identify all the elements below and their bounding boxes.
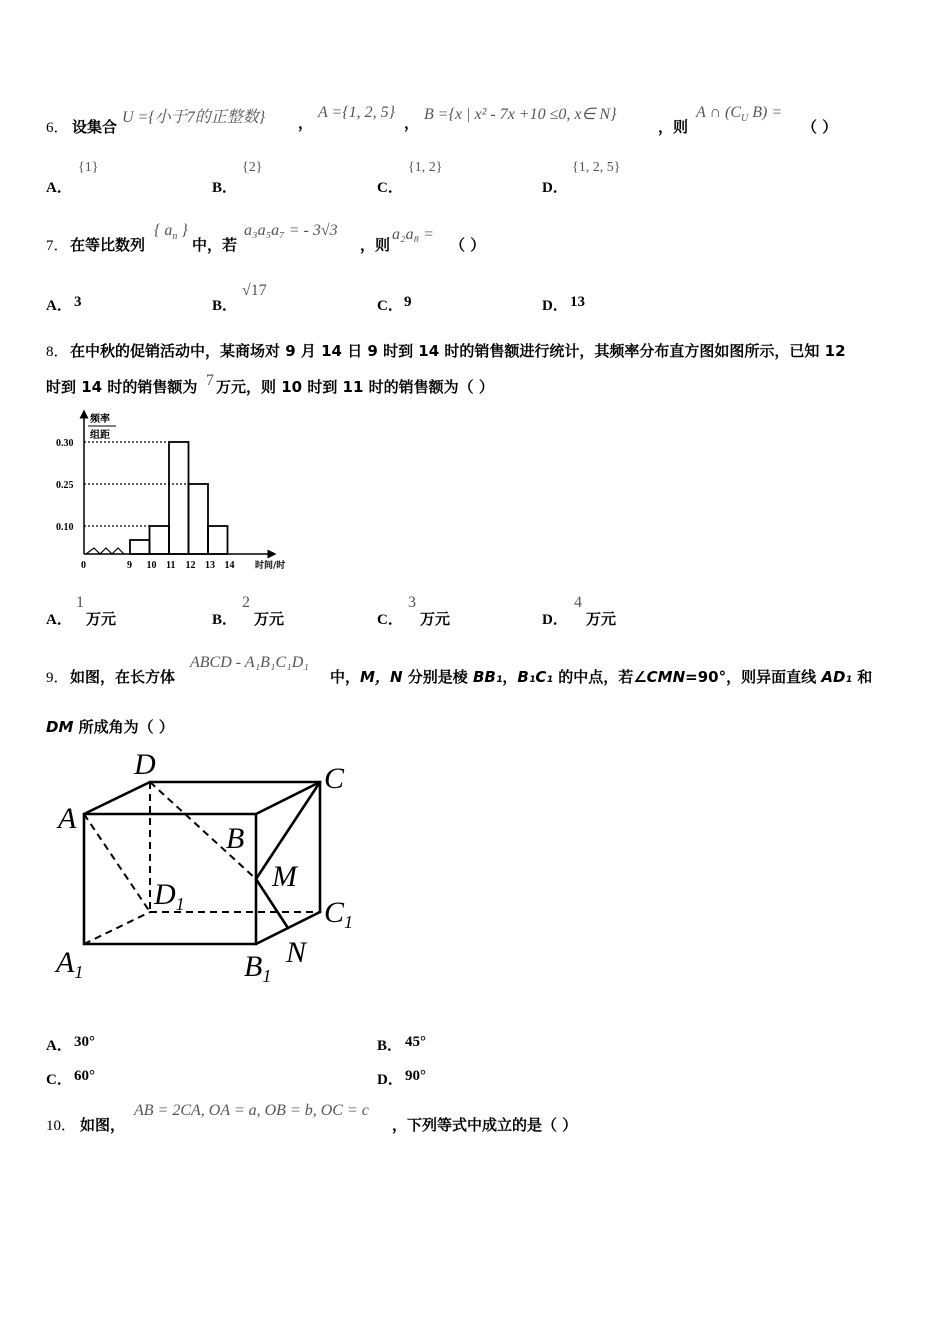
vertex-label-C: C [324,762,345,795]
solid-expression: ABCD - A₁B₁C₁D₁ [190,654,309,671]
option-d-value: 4 [574,594,582,611]
bars-group [130,442,228,554]
frequency-histogram [50,408,304,576]
question-stem: ，下列等式中成立的是（ ） [392,1116,578,1134]
option-b-label[interactable]: B． [212,180,238,196]
option-d-value: {1, 2, 5} [572,160,621,175]
option-d-label[interactable]: D． [542,180,568,196]
vertex-label-D: D [134,748,156,781]
vertex-label-B: B [226,822,245,855]
vertex-label-B1: $B_1$ [244,950,272,986]
option-b-value: √17 [242,282,267,299]
vertex-label-A1: $A_1$ [56,946,84,982]
histogram-bar-9-10 [130,540,150,554]
question-stem: 中，若 [192,236,238,254]
option-c-value: 3 [408,594,416,611]
hidden-edge-A1D1 [84,912,150,944]
option-d-label[interactable]: D． [542,298,568,314]
question-number: 9． [46,670,69,686]
option-c-unit: 万元 [420,610,451,628]
option-a-value: 30° [74,1034,95,1050]
option-c-label[interactable]: C． [377,298,403,314]
question-stem: 如图，在长方体 [70,668,176,686]
option-b-label[interactable]: B． [377,1038,403,1054]
option-a-label[interactable]: A． [46,180,72,196]
histogram-bar-13-14 [208,526,228,554]
x-tick-label: 12 [185,560,196,571]
answer-paren: （ ） [450,236,486,254]
y-tick-label: 0.25 [56,480,74,491]
sequence-expression: { $a_n$ } [154,222,188,243]
question-stem: 设集合 [72,118,118,136]
option-c-value: 60° [74,1068,95,1084]
set-u-expression: U ={小于7的正整数} [122,109,266,126]
option-d-label[interactable]: D． [542,612,568,628]
vector-condition-expression: AB = 2CA, OA = a, OB = b, OC = c [134,1102,369,1119]
option-a-label[interactable]: A． [46,298,72,314]
option-c-value: 9 [404,294,412,310]
ref-lines-group [84,442,189,526]
option-c-label[interactable]: C． [377,612,403,628]
y-label-top: 频率 [90,414,110,425]
vertex-label-N: N [286,936,307,969]
separator: ， [404,114,420,132]
x-axis-label: 时间/时 [255,561,286,571]
x-tick-label: 14 [224,560,235,571]
option-c-label[interactable]: C． [46,1072,72,1088]
y-tick-label: 0.30 [56,438,74,449]
question-stem: 如图， [80,1116,126,1134]
set-a-expression: A ={1, 2, 5} [318,104,396,121]
x-ticks-group [81,560,235,571]
question-stem-line2: DM 所成角为（ ） [46,718,174,736]
question-stem-line1: 在中秋的促销活动中，某商场对 9 月 14 日 9 时到 14 时的销售额进行统计，其频率分布直方图如图所示，已知 12 [70,342,846,360]
question-number: 8． [46,344,69,360]
target-expression: A ∩ ($C_U$ B) = [696,104,783,125]
option-a-value: {1} [78,160,99,175]
option-a-value: 3 [74,294,82,310]
y-ticks-group [56,438,74,533]
condition-expression: a₃a₅a₇ = - 3√3 [244,222,338,239]
vertex-label-D1: $D_1$ [154,878,185,914]
cuboid-figure [46,746,366,986]
vertex-label-M: M [272,860,297,893]
option-c-value: {1, 2} [408,160,443,175]
option-a-unit: 万元 [86,610,117,628]
x-tick-label: 0 [81,560,86,571]
option-b-value: 45° [405,1034,426,1050]
question-stem: ，则 [658,118,689,136]
option-d-unit: 万元 [586,610,617,628]
y-tick-label: 0.10 [56,522,74,533]
option-b-value: {2} [242,160,263,175]
option-a-label[interactable]: A． [46,612,72,628]
vertex-label-C1: $C_1$ [324,896,354,932]
question-stem-rest: 中，M，N 分别是棱 BB₁，B₁C₁ 的中点，若∠CMN=90°，则异面直线 AD₁ 和 [330,668,873,686]
y-label-bottom: 组距 [90,430,110,441]
answer-paren: （ ） [802,118,838,136]
histogram-bar-11-12 [169,442,189,554]
option-b-value: 2 [242,594,250,611]
question-number: 7． [46,238,69,254]
option-b-label[interactable]: B． [212,298,238,314]
set-b-expression: B ={x | x² - 7x +10 ≤0, x∈ N} [424,106,617,123]
known-value: 7 [206,372,214,389]
option-a-label[interactable]: A． [46,1038,72,1054]
x-tick-label: 11 [166,560,176,571]
edge-AD [84,782,150,814]
option-b-unit: 万元 [254,610,285,628]
question-stem-line2b: 万元，则 10 时到 11 时的销售额为（ ） [216,378,494,396]
question-stem-line2: 时到 14 时的销售额为 [46,378,198,396]
option-d-label[interactable]: D． [377,1072,403,1088]
question-number: 6． [46,120,69,136]
x-tick-label: 9 [127,560,132,571]
axis-break [86,548,124,554]
histogram-bar-10-11 [150,526,170,554]
question-number: 10． [46,1118,77,1134]
separator: ， [298,114,314,132]
x-tick-label: 13 [205,560,215,571]
target-expression: a₂a₈ = [392,226,434,243]
vertex-label-A: A [58,802,77,835]
segment-AD1 [84,814,150,912]
option-a-value: 1 [76,594,84,611]
option-c-label[interactable]: C． [377,180,403,196]
option-d-value: 90° [405,1068,426,1084]
question-stem: ，则 [360,236,391,254]
question-stem: 在等比数列 [70,236,146,254]
histogram-bar-12-13 [189,484,209,554]
x-tick-label: 10 [146,560,157,571]
option-d-value: 13 [570,294,585,310]
option-b-label[interactable]: B． [212,612,238,628]
